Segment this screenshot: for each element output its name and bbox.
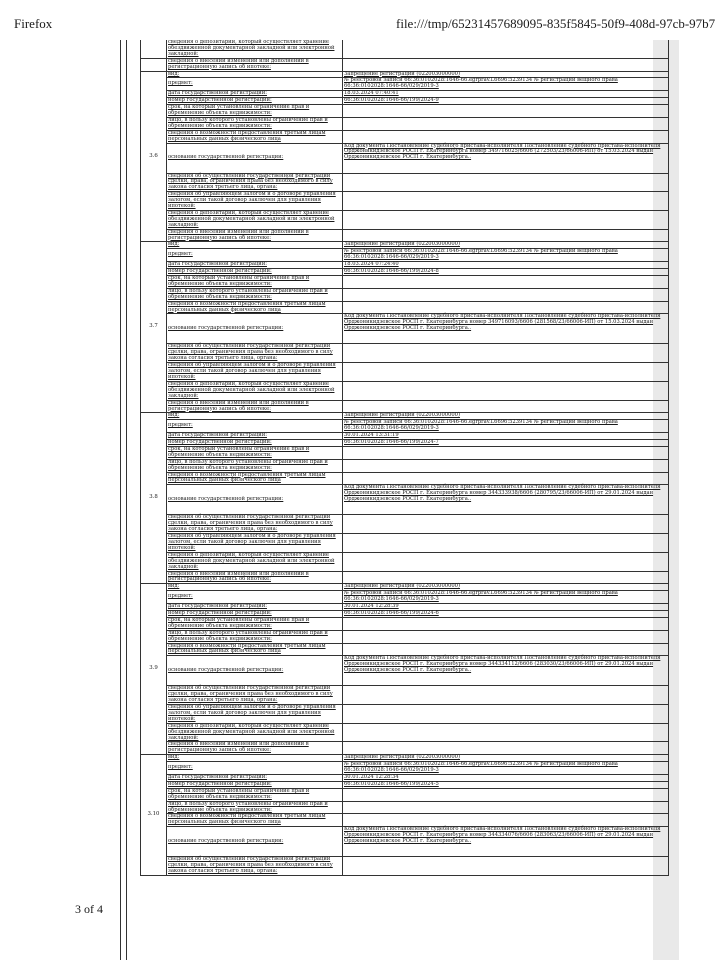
label-person: лицо, в пользу которого установлены ограничение прав и обременение объекта недвижимости:	[167, 801, 343, 814]
entry-row-changes	[141, 400, 669, 413]
label-depositary: сведения о депозитарии, который осуществляет хранение обездвиженной документарной закладной или электронной закладной:	[167, 210, 343, 229]
entry-row-person	[141, 801, 669, 814]
top-depositary-label: сведения о депозитарии, который осуществляет хранение обездвиженной документарной закладной или электронной закладной:	[167, 40, 343, 58]
value-reg-date: 18.03.2024 07:40:41	[343, 91, 669, 98]
value-empty	[343, 105, 669, 118]
entry-row-person	[141, 459, 669, 472]
label-type: вид:	[167, 584, 343, 591]
label-pledge: сведения об управляющем залогом и о договоре управления залогом, если такой договор заключен для управления ипотекой:	[167, 705, 343, 724]
label-depositary: сведения о депозитарии, который осуществляет хранение обездвиженной документарной закладной или электронной закладной:	[167, 552, 343, 571]
label-consent: сведения об осуществлении государственной регистрации сделки, права, ограничения права без необходимого в силу закона согласия третьего лица, органа:	[167, 515, 343, 534]
entry-row-third-party	[141, 130, 669, 143]
label-term: срок, на который установлены ограничение прав и обременение объекта недвижимости:	[167, 788, 343, 801]
value-empty	[343, 130, 669, 143]
value-empty	[343, 788, 669, 801]
entry-row-changes	[141, 571, 669, 584]
top-changes-label: сведения о внесении изменений или дополнений в регистрационную запись об ипотеке:	[167, 58, 343, 71]
value-basis: Код документа Постановление судебного пристава-исполнителя Постановление судебного пристава-исполнителя Орджоникидзевское РОСП г. Екатеринбурга номер 349716025/6606 (272503/23/66006-ИП) от 15.03.2024 выдан Орджоникидзевское РОСП г. Екатеринбурга..	[343, 143, 669, 173]
label-type: вид:	[167, 413, 343, 420]
entry-row-basis	[141, 314, 669, 344]
url-text[interactable]: file:///tmp/65231457689095-835f5845-50f9-408d-97cb-97b7	[396, 16, 715, 31]
value-empty	[343, 742, 669, 755]
value-empty	[343, 801, 669, 814]
label-term: срок, на который установлены ограничение прав и обременение объекта недвижимости:	[167, 617, 343, 630]
entry-number: 3.8	[141, 413, 167, 584]
document-page	[120, 40, 679, 960]
label-third-party: сведения о возможности предоставления третьим лицам персональных данных физического лица	[167, 301, 343, 314]
label-reg-date: дата государственной регистрации:	[167, 91, 343, 98]
value-empty	[343, 814, 669, 827]
entry-row-subject	[141, 249, 669, 262]
label-subject: предмет:	[167, 762, 343, 775]
label-consent: сведения об осуществлении государственной регистрации сделки, права, ограничения права без необходимого в силу закона согласия третьего лица, органа:	[167, 686, 343, 705]
label-reg-date: дата государственной регистрации:	[167, 604, 343, 611]
entry-row-third-party	[141, 472, 669, 485]
value-subject: № реестровой записи 66:36:0102028:1646-66.egrprav.L6696:5239134 № регистрации вещного права 66:36:0102028:1646-66/029/2019-3	[343, 762, 669, 775]
value-basis: Код документа Постановление судебного пристава-исполнителя Постановление судебного пристава-исполнителя Орджоникидзевское РОСП г. Екатеринбурга номер 344334112/6606 (283030/23/66006-ИП) от 29.01.2024 выдан Орджоникидзевское РОСП г. Екатеринбурга..	[343, 656, 669, 686]
value-empty	[343, 344, 669, 363]
entry-number: 3.6	[141, 71, 167, 242]
label-depositary: сведения о депозитарии, который осуществляет хранение обездвиженной документарной закладной или электронной закладной:	[167, 723, 343, 742]
label-consent: сведения об осуществлении государственной регистрации сделки, права, ограничения права без необходимого в силу закона согласия третьего лица, органа:	[167, 857, 343, 876]
value-reg-date: 18.03.2024 07:24:40	[343, 262, 669, 269]
value-type: Запрещение регистрации (022003000000)	[343, 584, 669, 591]
entry-number: 3.7	[141, 242, 167, 413]
label-basis: основание государственной регистрации:	[167, 143, 343, 173]
entry-row-consent	[141, 173, 669, 192]
label-reg-date: дата государственной регистрации:	[167, 433, 343, 440]
label-term: срок, на который установлены ограничение прав и обременение объекта недвижимости:	[167, 446, 343, 459]
entry-row-depositary	[141, 552, 669, 571]
value-type: Запрещение регистрации (022003000000)	[343, 71, 669, 78]
entry-row-term	[141, 276, 669, 289]
label-reg-date: дата государственной регистрации:	[167, 775, 343, 782]
entry-row-consent	[141, 857, 669, 876]
value-reg-date: 30.01.2024 13:31:19	[343, 433, 669, 440]
entry-row-subject	[141, 420, 669, 433]
value-empty	[343, 630, 669, 643]
entry-row-pledge	[141, 192, 669, 211]
label-reg-number: номер государственной регистрации:	[167, 610, 343, 617]
value-type: Запрещение регистрации (022003000000)	[343, 755, 669, 762]
label-person: лицо, в пользу которого установлены ограничение прав и обременение объекта недвижимости:	[167, 288, 343, 301]
entry-row-basis	[141, 827, 669, 857]
value-reg-number: 66:36:0102028:1646-66/199/2024-8	[343, 269, 669, 276]
entry-row-basis	[141, 143, 669, 173]
label-third-party: сведения о возможности предоставления третьим лицам персональных данных физического лица	[167, 130, 343, 143]
label-third-party: сведения о возможности предоставления третьим лицам персональных данных физического лица	[167, 643, 343, 656]
label-consent: сведения об осуществлении государственной регистрации сделки, права, ограничения права без необходимого в силу закона согласия третьего лица, органа:	[167, 173, 343, 192]
top-depositary-row	[141, 40, 669, 58]
value-subject: № реестровой записи 66:36:0102028:1646-66.egrprav.L6696:5239134 № регистрации вещного права 66:36:0102028:1646-66/029/2019-3	[343, 78, 669, 91]
entry-row-term	[141, 446, 669, 459]
label-type: вид:	[167, 755, 343, 762]
entry-number: 3.10	[141, 755, 167, 876]
label-changes: сведения о внесении изменений или дополнений в регистрационную запись об ипотеке:	[167, 742, 343, 755]
value-empty	[343, 643, 669, 656]
entry-row-third-party	[141, 643, 669, 656]
entry-row-basis	[141, 656, 669, 686]
label-person: лицо, в пользу которого установлены ограничение прав и обременение объекта недвижимости:	[167, 630, 343, 643]
value-empty	[343, 276, 669, 289]
app-name: Firefox	[14, 16, 53, 31]
value-subject: № реестровой записи 66:36:0102028:1646-66.egrprav.L6696:5239134 № регистрации вещного права 66:36:0102028:1646-66/029/2019-3	[343, 249, 669, 262]
entry-row-subject	[141, 591, 669, 604]
value-empty	[343, 857, 669, 876]
entry-row-pledge	[141, 534, 669, 553]
entry-row-term	[141, 788, 669, 801]
entry-row-depositary	[141, 210, 669, 229]
label-changes: сведения о внесении изменений или дополнений в регистрационную запись об ипотеке:	[167, 229, 343, 242]
entry-row-term	[141, 105, 669, 118]
encumbrance-table	[140, 40, 669, 876]
value-empty	[343, 686, 669, 705]
value-reg-number: 66:36:0102028:1646-66/199/2024-5	[343, 781, 669, 788]
label-reg-number: номер государственной регистрации:	[167, 781, 343, 788]
value-empty	[343, 571, 669, 584]
label-subject: предмет:	[167, 591, 343, 604]
value-empty	[343, 472, 669, 485]
entry-number: 3.9	[141, 584, 167, 755]
label-pledge: сведения об управляющем залогом и о договоре управления залогом, если такой договор заключен для управления ипотекой:	[167, 192, 343, 211]
entry-row-consent	[141, 686, 669, 705]
value-empty	[343, 723, 669, 742]
value-empty	[343, 534, 669, 553]
value-empty	[343, 446, 669, 459]
value-empty	[343, 288, 669, 301]
value-empty	[343, 381, 669, 400]
label-type: вид:	[167, 242, 343, 249]
entry-row-changes	[141, 742, 669, 755]
label-changes: сведения о внесении изменений или дополнений в регистрационную запись об ипотеке:	[167, 400, 343, 413]
label-reg-date: дата государственной регистрации:	[167, 262, 343, 269]
label-subject: предмет:	[167, 420, 343, 433]
value-type: Запрещение регистрации (022003000000)	[343, 413, 669, 420]
label-basis: основание государственной регистрации:	[167, 314, 343, 344]
label-third-party: сведения о возможности предоставления третьим лицам персональных данных физического лица	[167, 814, 343, 827]
label-person: лицо, в пользу которого установлены ограничение прав и обременение объекта недвижимости:	[167, 459, 343, 472]
value-empty	[343, 173, 669, 192]
entry-row-subject	[141, 78, 669, 91]
label-basis: основание государственной регистрации:	[167, 656, 343, 686]
value-subject: № реестровой записи 66:36:0102028:1646-66.egrprav.L6696:5239134 № регистрации вещного права 66:36:0102028:1646-66/029/2019-3	[343, 420, 669, 433]
value-empty	[343, 400, 669, 413]
value-reg-number: 66:36:0102028:1646-66/199/2024-9	[343, 98, 669, 105]
label-subject: предмет:	[167, 249, 343, 262]
label-basis: основание государственной регистрации:	[167, 485, 343, 515]
label-person: лицо, в пользу которого установлены ограничение прав и обременение объекта недвижимости:	[167, 117, 343, 130]
entry-row-basis	[141, 485, 669, 515]
label-pledge: сведения об управляющем залогом и о договоре управления залогом, если такой договор заключен для управления ипотекой:	[167, 363, 343, 382]
label-term: срок, на который установлены ограничение прав и обременение объекта недвижимости:	[167, 276, 343, 289]
label-reg-number: номер государственной регистрации:	[167, 269, 343, 276]
entry-row-person	[141, 117, 669, 130]
label-pledge: сведения об управляющем залогом и о договоре управления залогом, если такой договор заключен для управления ипотекой:	[167, 534, 343, 553]
value-basis: Код документа Постановление судебного пристава-исполнителя Постановление судебного пристава-исполнителя Орджоникидзевское РОСП г. Екатеринбурга номер 344334076/6606 (283063/23/66006-ИП) от 29.01.2024 выдан Орджоникидзевское РОСП г. Екатеринбурга..	[343, 827, 669, 857]
entry-row-term	[141, 617, 669, 630]
label-reg-number: номер государственной регистрации:	[167, 440, 343, 447]
label-depositary: сведения о депозитарии, который осуществляет хранение обездвиженной документарной закладной или электронной закладной:	[167, 381, 343, 400]
label-changes: сведения о внесении изменений или дополнений в регистрационную запись об ипотеке:	[167, 571, 343, 584]
entry-row-consent	[141, 515, 669, 534]
value-reg-number: 66:36:0102028:1646-66/199/2024-6	[343, 610, 669, 617]
value-empty	[343, 210, 669, 229]
label-third-party: сведения о возможности предоставления третьим лицам персональных данных физического лица	[167, 472, 343, 485]
value-empty	[343, 363, 669, 382]
value-reg-number: 66:36:0102028:1646-66/199/2024-7	[343, 440, 669, 447]
label-reg-number: номер государственной регистрации:	[167, 98, 343, 105]
label-term: срок, на который установлены ограничение прав и обременение объекта недвижимости:	[167, 105, 343, 118]
value-empty	[343, 552, 669, 571]
top-changes-row	[141, 58, 669, 71]
entry-row-third-party	[141, 814, 669, 827]
entry-row-person	[141, 288, 669, 301]
entry-row-depositary	[141, 723, 669, 742]
value-empty	[343, 459, 669, 472]
entry-row-person	[141, 630, 669, 643]
label-consent: сведения об осуществлении государственной регистрации сделки, права, ограничения права без необходимого в силу закона согласия третьего лица, органа:	[167, 344, 343, 363]
value-reg-date: 30.01.2024 12:28:34	[343, 775, 669, 782]
value-basis: Код документа Постановление судебного пристава-исполнителя Постановление судебного пристава-исполнителя Орджоникидзевское РОСП г. Екатеринбурга номер 344333938/6606 (280795/23/66006-ИП) от 29.01.2024 выдан Орджоникидзевское РОСП г. Екатеринбурга..	[343, 485, 669, 515]
label-type: вид:	[167, 71, 343, 78]
value-subject: № реестровой записи 66:36:0102028:1646-66.egrprav.L6696:5239134 № регистрации вещного права 66:36:0102028:1646-66/029/2019-3	[343, 591, 669, 604]
entry-row-depositary	[141, 381, 669, 400]
entry-row-pledge	[141, 705, 669, 724]
value-basis: Код документа Постановление судебного пристава-исполнителя Постановление судебного пристава-исполнителя Орджоникидзевское РОСП г. Екатеринбурга номер 349716093/6606 (281568/23/66006-ИП) от 15.03.2024 выдан Орджоникидзевское РОСП г. Екатеринбурга..	[343, 314, 669, 344]
entry-row-pledge	[141, 363, 669, 382]
value-empty	[343, 117, 669, 130]
page-indicator: 3 of 4	[75, 902, 103, 916]
value-empty	[343, 617, 669, 630]
value-empty	[343, 192, 669, 211]
value-type: Запрещение регистрации (022003000000)	[343, 242, 669, 249]
entry-row-subject	[141, 762, 669, 775]
value-empty	[343, 515, 669, 534]
value-empty	[343, 705, 669, 724]
label-basis: основание государственной регистрации:	[167, 827, 343, 857]
label-subject: предмет:	[167, 78, 343, 91]
browser-header	[0, 16, 715, 36]
value-reg-date: 30.01.2024 12:28:39	[343, 604, 669, 611]
entry-row-consent	[141, 344, 669, 363]
